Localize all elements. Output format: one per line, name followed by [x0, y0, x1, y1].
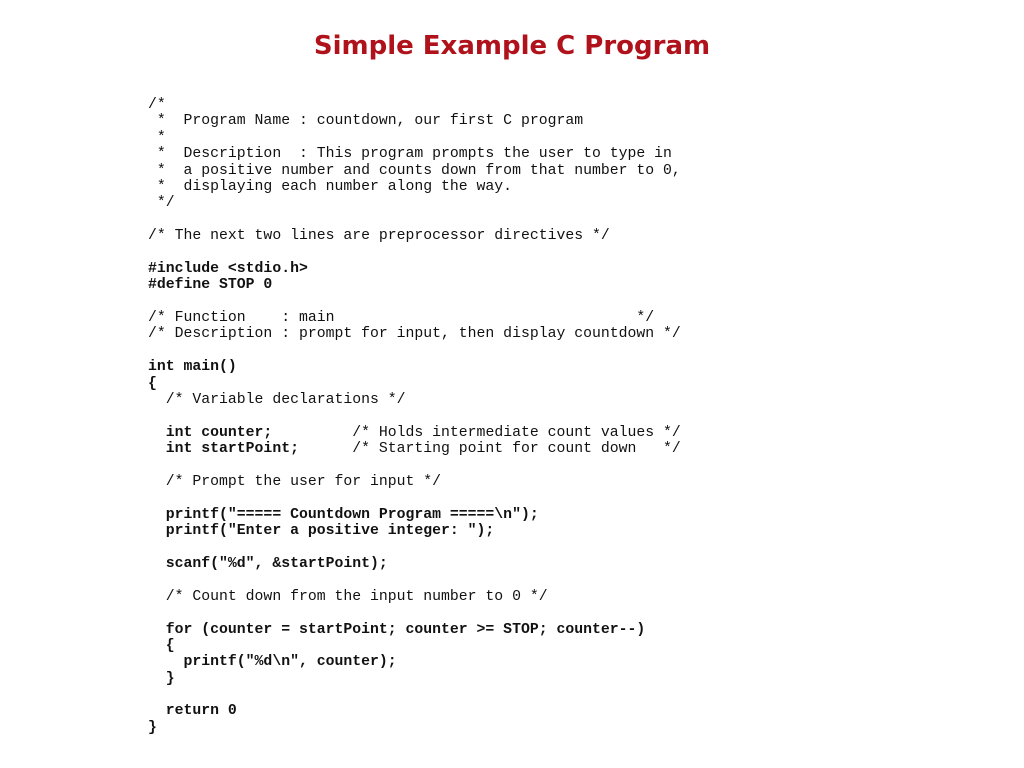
code-line: printf("===== Countdown Program =====\n");: [148, 506, 539, 523]
code-line: /* Variable declarations */: [148, 392, 406, 409]
code-line: */: [148, 195, 175, 212]
code-line: printf("Enter a positive integer: ");: [148, 523, 495, 540]
code-line: }: [148, 719, 157, 736]
code-line: * Description : This program prompts the user to type in: [148, 146, 672, 163]
code-line: [148, 687, 681, 703]
code-line: [148, 212, 681, 228]
code-line: printf("%d\n", counter);: [148, 654, 397, 671]
code-line: #define STOP 0: [148, 277, 273, 294]
code-line: for (counter = startPoint; counter >= STOP; counter--): [148, 621, 646, 638]
code-listing: [148, 97, 681, 736]
code-line: /* Prompt the user for input */: [148, 473, 442, 490]
code-line: *: [148, 129, 166, 146]
code-line: * displaying each number along the way.: [148, 178, 513, 195]
code-comment: /* Starting point for count down */: [298, 441, 681, 458]
code-line: [148, 441, 681, 457]
code-line: [148, 425, 681, 441]
code-line: [148, 490, 681, 506]
code-line: /*: [148, 97, 166, 113]
code-line: * a positive number and counts down from that number to 0,: [148, 162, 681, 179]
code-comment: /* Holds intermediate count values */: [272, 424, 681, 441]
code-line: [148, 343, 681, 359]
code-line: {: [148, 637, 175, 654]
code-line: [148, 458, 681, 474]
code-line: /* Description : prompt for input, then display countdown */: [148, 326, 681, 343]
code-line: [148, 408, 681, 424]
code-line: * Program Name : countdown, our first C program: [148, 113, 584, 130]
code-line: scanf("%d", &startPoint);: [148, 555, 388, 572]
code-declaration: int startPoint;: [148, 441, 299, 458]
code-line: #include <stdio.h>: [148, 260, 308, 277]
code-line: [148, 245, 681, 261]
code-line: int main(): [148, 359, 237, 376]
code-line: /* The next two lines are preprocessor directives */: [148, 228, 610, 245]
slide-title: Simple Example C Program: [313, 31, 711, 61]
code-line: /* Function : main */: [148, 310, 655, 327]
code-line: [148, 294, 681, 310]
code-line: {: [148, 375, 157, 392]
code-declaration: int counter;: [148, 424, 273, 441]
code-line: [148, 540, 681, 556]
code-line: [148, 572, 681, 588]
code-line: /* Count down from the input number to 0 */: [148, 588, 548, 605]
code-line: }: [148, 670, 175, 687]
code-line: [148, 605, 681, 621]
code-line: return 0: [148, 703, 237, 720]
